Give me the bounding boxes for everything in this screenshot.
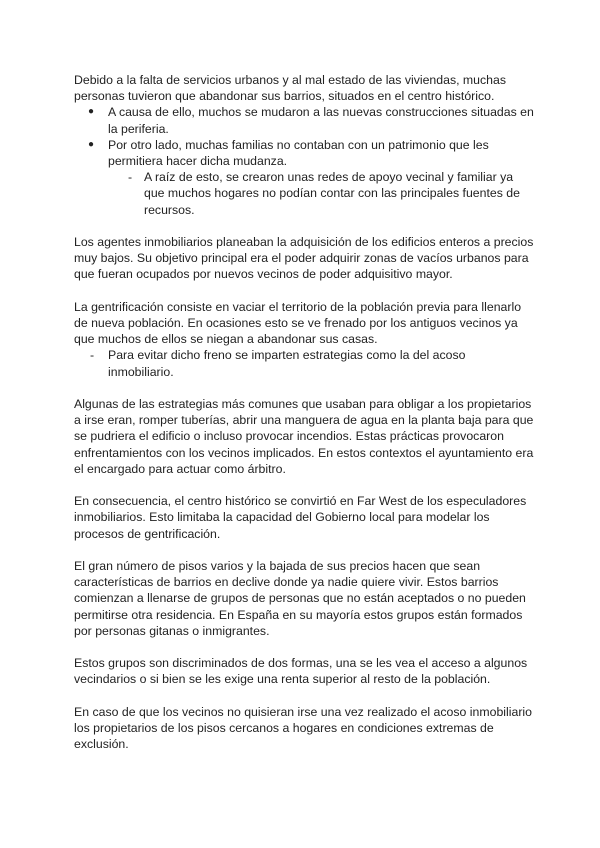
dash-item <box>74 347 534 379</box>
bullet-list <box>74 104 534 169</box>
paragraph-7: Estos grupos son discriminados de dos formas, una se les vea el acceso a algunos vecindarios o si bien se les exige una renta superior al resto de la población. <box>74 656 528 687</box>
bullet-icon: ● <box>88 138 95 150</box>
dash-text: Para evitar dicho freno se imparten estrategias como la del acoso inmobiliario. <box>108 348 466 379</box>
bullet-text: A causa de ello, muchos se mudaron a las nuevas construcciones situadas en la periferia. <box>108 105 534 136</box>
paragraph-6: El gran número de pisos varios y la bajada de sus precios hacen que sean características de barrios en declive donde ya nadie quiere vivir. Estos barrios comienzan a llenarse de grupos de personas que no están aceptados o no pueden permitirse otra residencia. En España en su mayoría estos grupos están formados por personas gitanas o inmigrantes. <box>74 559 526 638</box>
paragraph-8: En caso de que los vecinos no quisieran irse una vez realizado el acoso inmobiliario los propietarios de los pisos cercanos a hogares en condiciones extremas de exclusión. <box>74 704 532 752</box>
dash-icon: - <box>128 170 133 185</box>
sub-dash-item <box>74 169 534 218</box>
bullet-item <box>74 104 534 136</box>
paragraph-1: Debido a la falta de servicios urbanos y al mal estado de las viviendas, muchas personas tuvieron que abandonar sus barrios, situados en el centro histórico. <box>74 73 506 104</box>
paragraph-3: La gentrificación consiste en vaciar el territorio de la población previa para llenarlo de nueva población. En ocasiones esto se ve frenado por los antiguos vecinos ya que muchos de ellos se niegan a abandonar sus casas. <box>74 299 522 347</box>
paragraph-4: Algunas de las estrategias más comunes que usaban para obligar a los propietarios a irse eran, romper tuberías, abrir una manguera de agua en la planta baja para que se pudriera el edificio o incluso provocar incendios. Estas prácticas provocaron enfrentamientos con los vecinos implicados. En estos contextos el ayuntamiento era el encargado para actuar como árbitro. <box>74 397 534 476</box>
document-page <box>74 72 534 752</box>
sub-dash-text: A raíz de esto, se crearon unas redes de apoyo vecinal y familiar ya que muchos hogares no podían contar con las principales fuentes de recursos. <box>144 170 520 217</box>
bullet-item <box>74 137 534 169</box>
paragraph-2: Los agentes inmobiliarios planeaban la adquisición de los edificios enteros a precios muy bajos. Su objetivo principal era el poder adquirir zonas de vacíos urbanos para que fueran ocupados por nuevos vecinos de poder adquisitivo mayor. <box>74 235 534 282</box>
bullet-text: Por otro lado, muchas familias no contaban con un patrimonio que les permitiera hacer dicha mudanza. <box>108 137 489 169</box>
paragraph-5: En consecuencia, el centro histórico se convirtió en Far West de los especuladores inmobiliarios. Esto limitaba la capacidad del Gobierno local para modelar los procesos de gentrificación. <box>74 494 527 541</box>
dash-icon: - <box>90 348 95 363</box>
bullet-icon: ● <box>88 106 95 118</box>
